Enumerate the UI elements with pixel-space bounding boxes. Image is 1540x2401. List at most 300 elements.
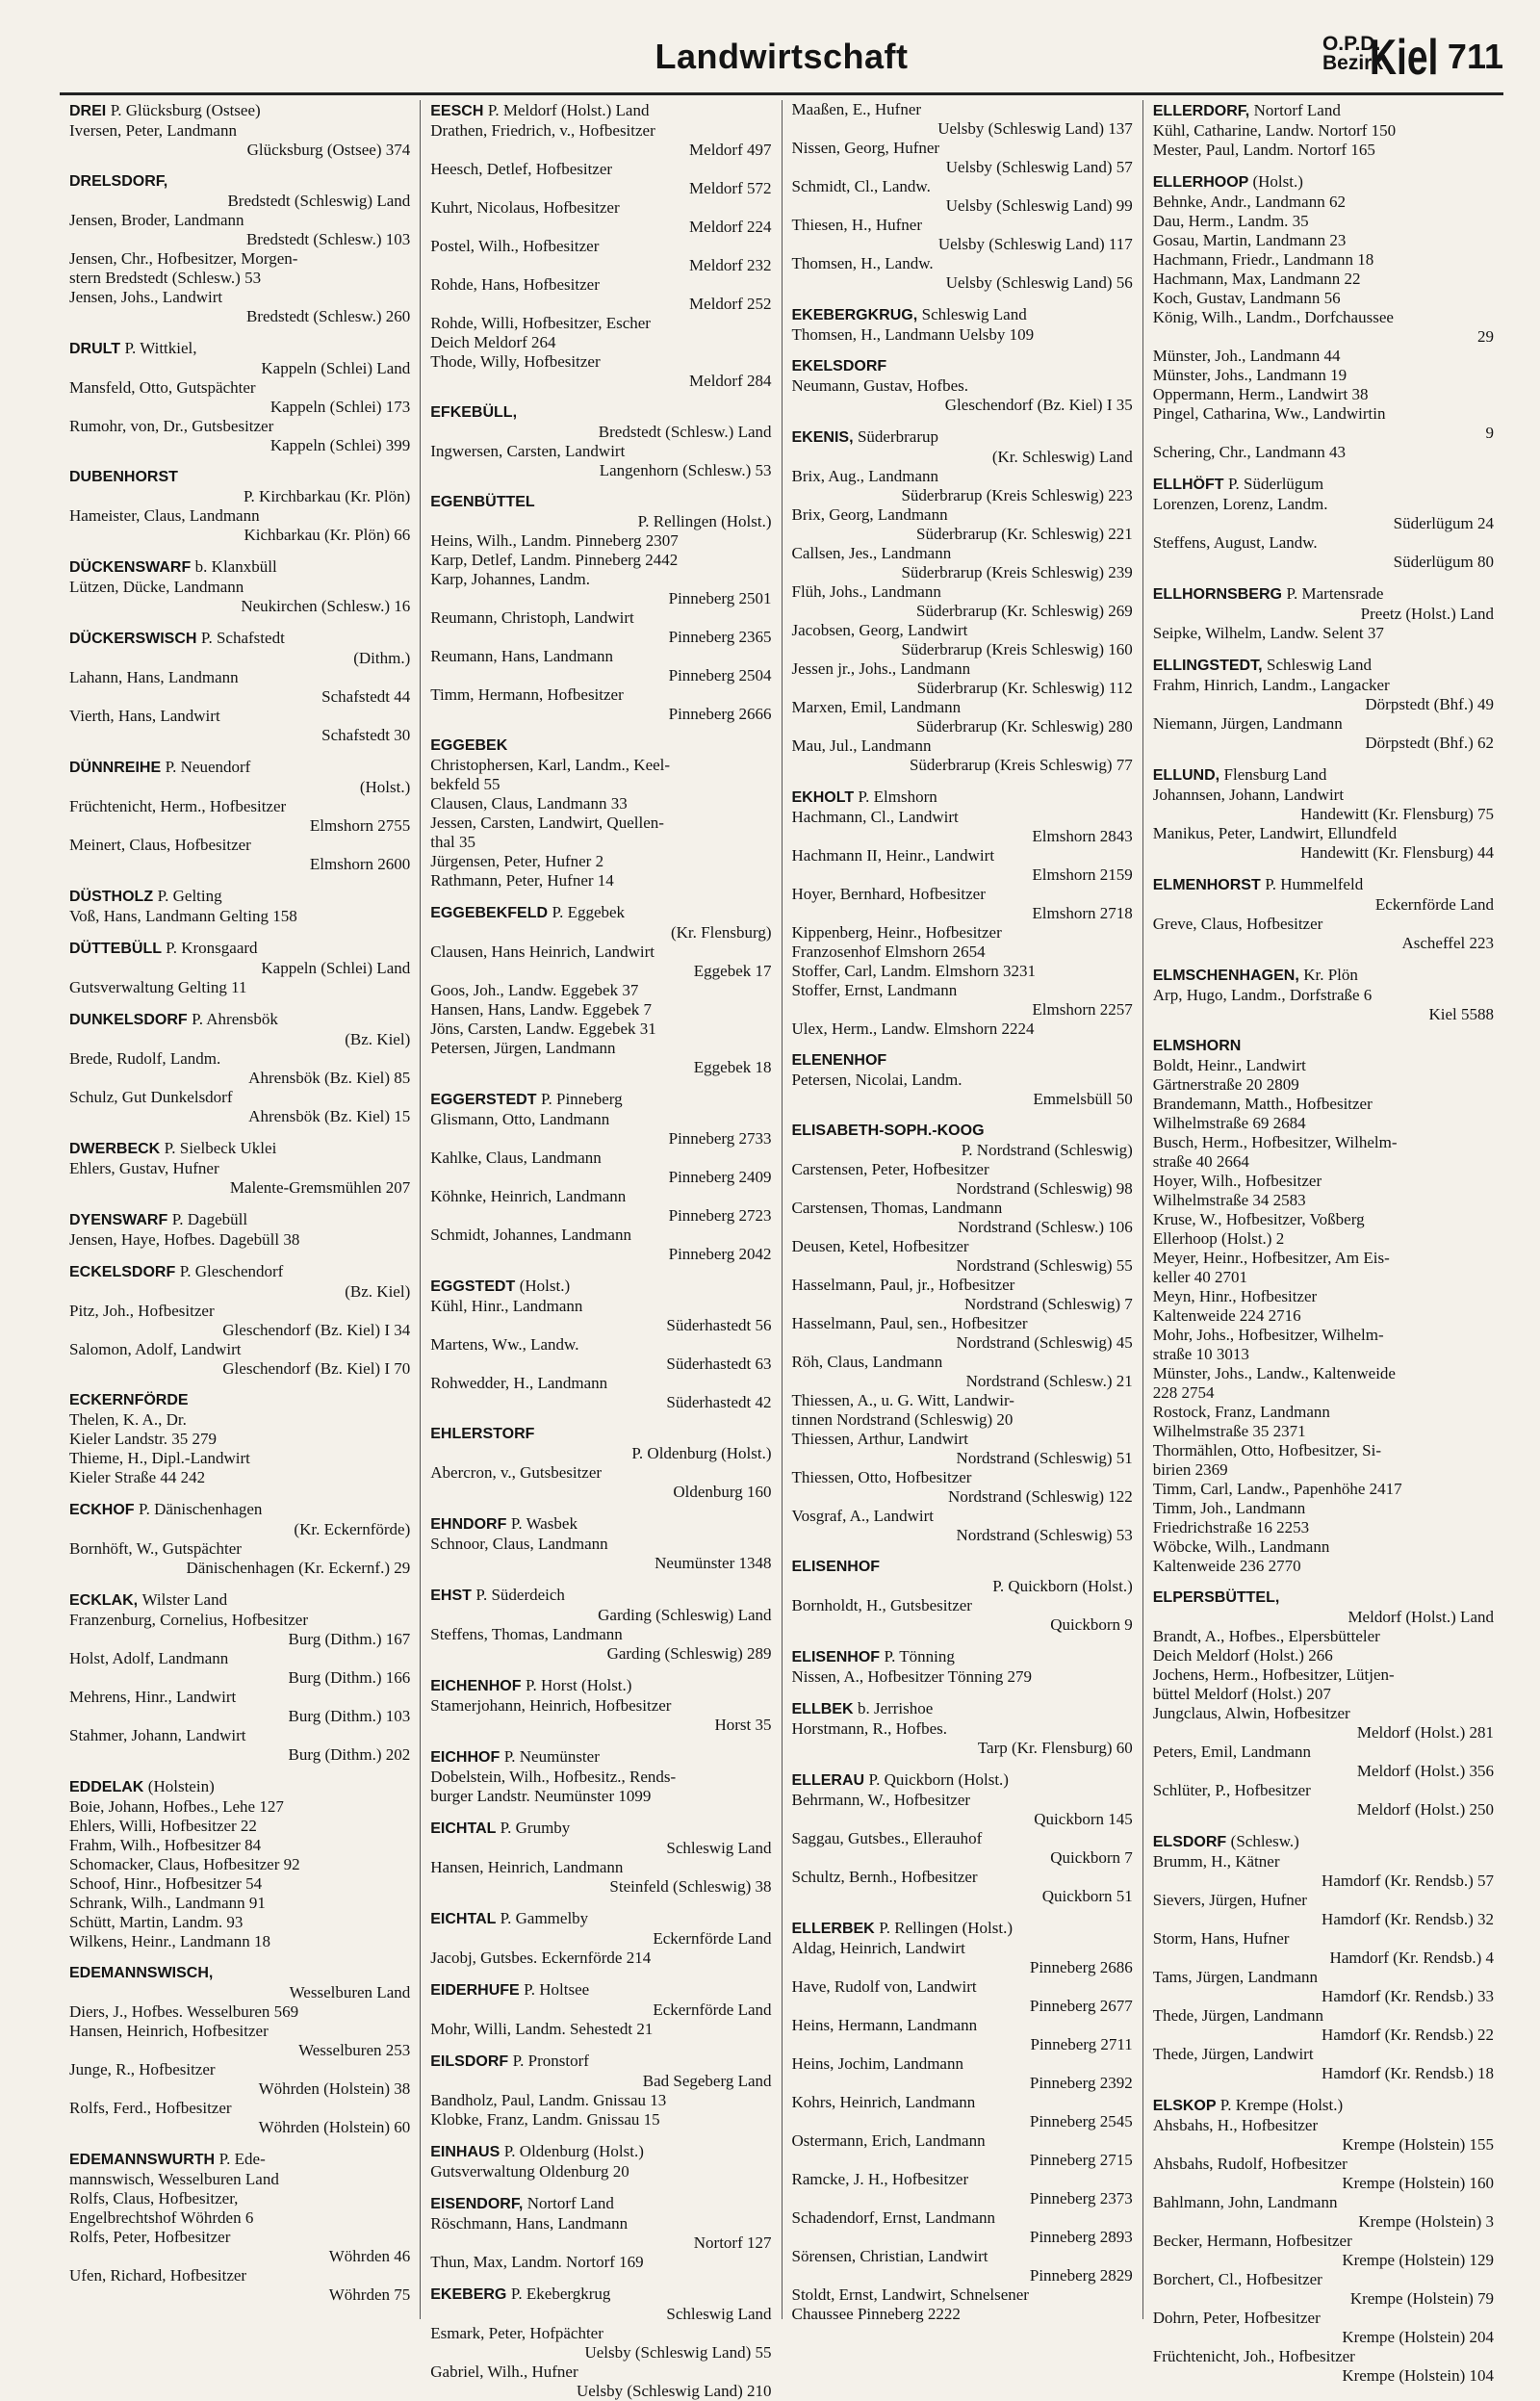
entry-line: Gleschendorf (Bz. Kiel) I 34 [222, 1321, 411, 1339]
entry-line: Süderbrarup (Kreis Schleswig) 223 [901, 486, 1133, 504]
entry-heading [69, 886, 410, 907]
entry-line: Preetz (Holst.) Land [1360, 605, 1494, 623]
entry-line: Pinneberg 2715 [1029, 2151, 1133, 2169]
locality-detail: P. Kronsgaard [166, 939, 258, 957]
locality-detail: P. Ede- [218, 2150, 266, 2168]
entry-line: Mohr, Willi, Landm. Sehestedt 21 [430, 2020, 654, 2038]
entry-line: Hachmann, Friedr., Landmann 18 [1152, 250, 1374, 269]
directory-entry [1153, 1036, 1494, 1576]
locality-name: ELLERDORF, [1152, 103, 1250, 119]
entry-line: Niemann, Jürgen, Landmann [1152, 714, 1343, 733]
entry-heading [430, 1424, 771, 1444]
entry-line: P. Kirchbarkau (Kr. Plön) [243, 487, 411, 505]
entry-line: Manikus, Peter, Landwirt, Ellundfeld [1152, 824, 1398, 842]
entry-line: Pinneberg 2365 [668, 628, 772, 646]
entry-line: mannswisch, Wesselburen Land [69, 2170, 279, 2188]
directory-entry [792, 426, 1133, 775]
entry-line: Dobelstein, Wilh., Hofbesitz., Rends- [430, 1768, 677, 1786]
entry-heading [1153, 583, 1494, 605]
locality-detail: (Schlesw.) [1230, 1832, 1299, 1850]
column-1 [60, 100, 421, 2319]
entry-line: Clausen, Hans Heinrich, Landwirt [430, 942, 654, 961]
header-rule [60, 92, 1503, 95]
entry-heading [792, 1121, 1133, 1141]
city-label: Kiel [1369, 30, 1438, 86]
column-4 [1143, 100, 1503, 2385]
entry-line: Elmshorn 2843 [1032, 827, 1133, 845]
entry-heading [1153, 874, 1494, 895]
entry-line: Jessen jr., Johs., Landmann [791, 659, 971, 678]
entry-line: Schlüter, P., Hofbesitzer [1152, 1781, 1311, 1799]
entry-line: Rolfs, Claus, Hofbesitzer, [69, 2189, 239, 2207]
entry-line: Dänischenhagen (Kr. Eckernf.) 29 [186, 1559, 411, 1577]
directory-entry [69, 1138, 410, 1198]
locality-detail: Schleswig Land [921, 305, 1027, 323]
entry-line: Steffens, August, Landw. [1152, 533, 1318, 552]
entry-line: Meldorf (Holst.) 250 [1356, 1800, 1494, 1819]
locality-detail: P. Pronstorf [512, 2052, 589, 2070]
entry-line: Steffens, Thomas, Landmann [430, 1625, 623, 1643]
entry-line: Timm, Hermann, Hofbesitzer [430, 685, 624, 704]
locality-name: DÜTTEBÜLL [69, 941, 162, 957]
entry-line: Langenhorn (Schlesw.) 53 [599, 461, 772, 479]
entry-line: Elmshorn 2755 [309, 816, 411, 835]
entry-line: Rathmann, Peter, Hufner 14 [430, 871, 614, 890]
entry-line: Thiessen, Arthur, Landwirt [791, 1430, 968, 1448]
entry-line: Pinneberg 2042 [668, 1245, 772, 1263]
entry-heading [69, 628, 410, 649]
entry-line: Thiesen, H., Hufner [791, 216, 922, 234]
locality-name: EKENIS, [791, 429, 854, 446]
locality-name: ELLUND, [1152, 767, 1220, 784]
entry-line: Wöbcke, Wilh., Landmann [1152, 1537, 1330, 1556]
entry-line: Neukirchen (Schlesw.) 16 [241, 597, 411, 615]
entry-line: Meldorf 224 [689, 218, 772, 236]
directory-entry [792, 1050, 1133, 1109]
entry-line: Eckernförde Land [653, 2001, 772, 2019]
entry-line: Bredstedt (Schlesw.) 103 [245, 230, 411, 248]
entry-line: Borchert, Cl., Hofbesitzer [1152, 2270, 1322, 2288]
entry-line: Jöns, Carsten, Landw. Eggebek 31 [430, 1020, 656, 1038]
entry-line: Hoyer, Wilh., Hofbesitzer [1152, 1172, 1322, 1190]
entry-line: Süderlügum 80 [1393, 553, 1494, 571]
locality-name: DWERBECK [69, 1141, 161, 1157]
directory-entry [430, 1979, 771, 2039]
entry-line: Elmshorn 2257 [1032, 1000, 1133, 1019]
entry-heading [792, 356, 1133, 376]
entry-line: Hamdorf (Kr. Rendsb.) 4 [1329, 1949, 1494, 1967]
entry-line: P. Oldenburg (Holst.) [631, 1444, 772, 1462]
locality-detail: Schleswig Land [1266, 656, 1373, 674]
entry-line: Ulex, Herm., Landw. Elmshorn 2224 [791, 1020, 1035, 1038]
locality-detail: P. Gammelby [500, 1909, 589, 1927]
entry-line: Meldorf 252 [689, 295, 772, 313]
entry-heading [430, 1089, 771, 1110]
entry-heading [69, 467, 410, 487]
locality-name: EIDERHUFE [430, 1982, 520, 1999]
locality-name: ELPERSBÜTTEL, [1152, 1589, 1280, 1606]
directory-entry [69, 1261, 410, 1379]
entry-line: P. Quickborn (Holst.) [992, 1577, 1133, 1595]
directory-entry [430, 1513, 771, 1573]
locality-name: ELSKOP [1152, 2098, 1217, 2114]
entry-heading [792, 1050, 1133, 1071]
entry-line: Peters, Emil, Landmann [1152, 1743, 1312, 1761]
entry-line: Hachmann, Max, Landmann 22 [1152, 270, 1361, 288]
entry-line: Brandemann, Matth., Hofbesitzer [1152, 1095, 1373, 1113]
directory-entry [1153, 1588, 1494, 1820]
directory-entry [69, 467, 410, 545]
entry-line: Pinneberg 2666 [668, 705, 772, 723]
entry-line: (Kr. Eckernförde) [294, 1520, 411, 1538]
locality-name: ELLINGSTEDT, [1152, 658, 1263, 674]
entry-line: Meldorf 284 [689, 372, 772, 390]
entry-line: Karp, Detlef, Landm. Pinneberg 2442 [430, 551, 679, 569]
entry-line: Ufen, Richard, Hofbesitzer [69, 2266, 247, 2285]
entry-line: Wesselburen Land [289, 1983, 411, 2001]
entry-line: Uelsby (Schleswig Land) 56 [945, 273, 1133, 292]
entry-line: Lorenzen, Lorenz, Landm. [1152, 495, 1328, 513]
directory-entry [69, 338, 410, 455]
locality-name: DRULT [69, 341, 121, 357]
entry-line: Süderbrarup (Kreis Schleswig) 77 [909, 756, 1133, 774]
entry-line: Bornhöft, W., Gutspächter [69, 1539, 242, 1558]
entry-line: Ahsbahs, H., Hofbesitzer [1152, 2116, 1319, 2134]
locality-detail: P. Horst (Holst.) [525, 1676, 632, 1694]
entry-line: Jensen, Haye, Hofbes. Dagebüll 38 [69, 1230, 300, 1249]
entry-line: thal 35 [430, 833, 475, 851]
entry-line: Thomsen, H., Landw. [791, 254, 934, 272]
entry-line: Deich Meldorf (Holst.) 266 [1152, 1646, 1333, 1665]
entry-line: 9 [1485, 424, 1494, 442]
entry-line: Münster, Johs., Landmann 19 [1152, 366, 1348, 384]
locality-detail: P. Wasbek [510, 1514, 578, 1533]
entry-line: Frahm, Wilh., Hofbesitzer 84 [69, 1836, 262, 1854]
entry-line: Hansen, Heinrich, Hofbesitzer [69, 2022, 269, 2040]
entry-line: Schomacker, Claus, Hofbesitzer 92 [69, 1855, 300, 1873]
directory-entry [792, 787, 1133, 1039]
entry-line: Röh, Claus, Landmann [791, 1353, 943, 1371]
entry-line: Martens, Ww., Landw. [430, 1335, 579, 1354]
locality-detail: P. Wittkiel, [124, 339, 197, 357]
locality-detail: P. Quickborn (Holst.) [868, 1770, 1009, 1789]
entry-line: Rohwedder, H., Landmann [430, 1374, 608, 1392]
entry-line: Elmshorn 2600 [309, 855, 411, 873]
entry-line: Wesselburen 253 [298, 2041, 411, 2059]
directory-entry [69, 1209, 410, 1250]
entry-line: Ahrensbök (Bz. Kiel) 85 [248, 1069, 411, 1087]
locality-detail: P. Süderdeich [475, 1586, 565, 1604]
entry-line: Süderlügum 24 [1393, 514, 1494, 532]
entry-line: Rumohr, von, Dr., Gutsbesitzer [69, 417, 274, 435]
entry-line: Hamdorf (Kr. Rendsb.) 32 [1322, 1910, 1494, 1928]
locality-name: DÜCKERSWISCH [69, 631, 197, 647]
locality-name: EFKEBÜLL, [430, 404, 518, 421]
entry-line: Nordstrand (Schlesw.) 21 [965, 1372, 1133, 1390]
locality-name: EICHTAL [430, 1820, 497, 1837]
locality-detail: P. Grumby [500, 1819, 571, 1837]
entry-line: Garding (Schleswig) 289 [606, 1644, 772, 1663]
locality-name: EICHTAL [430, 1911, 497, 1927]
entry-line: Uelsby (Schleswig Land) 137 [937, 119, 1133, 138]
directory-entry [430, 1908, 771, 1968]
entry-line: Lahann, Hans, Landmann [69, 668, 239, 686]
entry-line: Kühl, Catharine, Landw. Nortorf 150 [1152, 121, 1397, 140]
entry-line: Salomon, Adolf, Landwirt [69, 1340, 242, 1358]
directory-entry [792, 100, 1133, 293]
entry-line: Saggau, Gutsbes., Ellerauhof [791, 1829, 983, 1847]
entry-line: Thede, Jürgen, Landmann [1152, 2006, 1323, 2025]
entry-line: Schafstedt 30 [321, 726, 411, 744]
directory-entry [792, 1769, 1133, 1906]
entry-line: Jürgensen, Peter, Hufner 2 [430, 852, 604, 870]
entry-line: Meldorf (Holst.) 356 [1356, 1762, 1494, 1780]
entry-line: Süderbrarup (Kreis Schleswig) 160 [901, 640, 1133, 658]
entry-line: Krempe (Holstein) 129 [1342, 2251, 1494, 2269]
entry-line: Uelsby (Schleswig Land) 55 [584, 2343, 772, 2362]
entry-line: Süderbrarup (Kr. Schleswig) 221 [916, 525, 1133, 543]
entry-line: Emmelsbüll 50 [1033, 1090, 1133, 1108]
directory-entry [430, 2193, 771, 2272]
locality-name: EDDELAK [69, 1779, 144, 1795]
entry-line: Burg (Dithm.) 166 [288, 1668, 411, 1687]
entry-line: Pinneberg 2501 [668, 589, 772, 607]
locality-detail: P. Neumünster [503, 1747, 600, 1766]
directory-entry [430, 402, 771, 480]
locality-name: EKEBERG [430, 2286, 507, 2303]
locality-detail: P. Meldorf (Holst.) Land [487, 101, 650, 119]
directory-entry [1153, 583, 1494, 643]
entry-line: Jacobsen, Georg, Landwirt [791, 621, 968, 639]
entry-heading [69, 1499, 410, 1520]
entry-line: Thieme, H., Dipl.-Landwirt [69, 1449, 250, 1467]
directory-entry [430, 2284, 771, 2401]
directory-entry [69, 171, 410, 326]
entry-line: Mohr, Johs., Hofbesitzer, Wilhelm- [1152, 1326, 1384, 1344]
entry-line: Esmark, Peter, Hofpächter [430, 2324, 603, 2342]
entry-heading [430, 1818, 771, 1839]
entry-line: Süderhastedt 56 [666, 1316, 772, 1334]
locality-name: ELLBEK [791, 1701, 854, 1717]
entry-line: König, Wilh., Landm., Dorfchaussee [1152, 308, 1394, 326]
entry-heading [1153, 1036, 1494, 1056]
entry-line: Burg (Dithm.) 202 [288, 1745, 411, 1764]
entry-line: Schoof, Hinr., Hofbesitzer 54 [69, 1874, 263, 1893]
locality-name: DYENSWARF [69, 1212, 168, 1228]
locality-name: ELMSCHENHAGEN, [1152, 968, 1299, 984]
entry-line: Mansfeld, Otto, Gutspächter [69, 378, 256, 397]
entry-line: Uelsby (Schleswig Land) 99 [945, 196, 1133, 215]
directory-entry [69, 628, 410, 745]
entry-line: Kiel 5588 [1428, 1005, 1494, 1023]
entry-line: Ascheffel 223 [1401, 934, 1494, 952]
locality-name: EESCH [430, 103, 484, 119]
entry-line: Franzosenhof Elmshorn 2654 [791, 942, 986, 961]
entry-line: Steinfeld (Schleswig) 38 [609, 1877, 772, 1896]
entry-line: Meinert, Claus, Hofbesitzer [69, 836, 251, 854]
entry-line: Quickborn 9 [1050, 1615, 1133, 1634]
entry-line: Glismann, Otto, Landmann [430, 1110, 610, 1128]
locality-name: ELLHÖFT [1152, 477, 1224, 493]
directory-entry [69, 2149, 410, 2305]
entry-line: Thomsen, H., Landmann Uelsby 109 [791, 325, 1035, 344]
entry-line: Carstensen, Peter, Hofbesitzer [791, 1160, 989, 1178]
entry-line: Münster, Johs., Landw., Kaltenweide [1152, 1364, 1396, 1382]
column-2 [421, 100, 782, 2400]
entry-line: Hameister, Claus, Landmann [69, 506, 260, 525]
locality-detail: P. Dänischenhagen [139, 1500, 263, 1518]
locality-name: ELLERBEK [791, 1921, 875, 1937]
entry-line: (Bz. Kiel) [345, 1282, 411, 1301]
entry-heading [1153, 655, 1494, 676]
entry-line: Kichbarkau (Kr. Plön) 66 [244, 526, 411, 544]
entry-heading [430, 1675, 771, 1696]
entry-line: Storm, Hans, Hufner [1152, 1929, 1290, 1948]
entry-heading [1153, 965, 1494, 986]
directory-entry [792, 1557, 1133, 1635]
entry-line: stern Bredstedt (Schlesw.) 53 [69, 269, 262, 287]
entry-line: Vierth, Hans, Landwirt [69, 707, 220, 725]
locality-name: ELMENHORST [1152, 877, 1261, 893]
entry-line: Dörpstedt (Bhf.) 49 [1365, 695, 1494, 713]
directory-entry [792, 304, 1133, 345]
entry-line: Drathen, Friedrich, v., Hofbesitzer [430, 121, 655, 140]
entry-heading [1153, 100, 1494, 121]
directory-entry [430, 492, 771, 724]
entry-line: straße 40 2664 [1152, 1152, 1249, 1171]
entry-heading [430, 736, 771, 756]
entry-line: Kühl, Hinr., Landmann [430, 1297, 583, 1315]
entry-line: Handewitt (Kr. Flensburg) 44 [1300, 843, 1494, 862]
entry-line: Eckernförde Land [653, 1929, 772, 1948]
entry-line: Pinneberg 2711 [1030, 2035, 1133, 2053]
locality-name: EHST [430, 1588, 472, 1604]
district-line-2: Bezirk [1322, 52, 1383, 74]
directory-entry [69, 886, 410, 926]
entry-line: Thiessen, A., u. G. Witt, Landwir- [791, 1391, 1014, 1409]
entry-line: Schmidt, Cl., Landw. [791, 177, 931, 195]
locality-name: DRELSDORF, [69, 173, 168, 190]
entry-heading [792, 1698, 1133, 1719]
directory-entry [69, 1963, 410, 2137]
entry-line: Krempe (Holstein) 79 [1349, 2289, 1494, 2308]
entry-heading [69, 1138, 410, 1159]
entry-heading [69, 1776, 410, 1797]
entry-line: Jacobj, Gutsbes. Eckernförde 214 [430, 1949, 652, 1967]
entry-line: Früchtenicht, Herm., Hofbesitzer [69, 797, 287, 815]
entry-line: Pinneberg 2733 [668, 1129, 772, 1148]
entry-line: P. Nordstrand (Schleswig) [961, 1141, 1133, 1159]
entry-line: Eggebek 17 [693, 962, 772, 980]
entry-line: Dörpstedt (Bhf.) 62 [1365, 734, 1494, 752]
entry-line: Bredstedt (Schlesw.) Land [598, 423, 772, 441]
entry-heading [69, 938, 410, 959]
entry-heading [430, 1979, 771, 2001]
entry-line: Krempe (Holstein) 3 [1358, 2212, 1494, 2231]
entry-line: Maaßen, E., Hufner [791, 100, 922, 118]
entry-heading [69, 1009, 410, 1030]
locality-name: ELLERAU [791, 1772, 865, 1789]
locality-name: ELISENHOF [791, 1649, 881, 1665]
locality-name: ELISENHOF [791, 1559, 881, 1575]
directory-entry [1153, 171, 1494, 462]
entry-line: Vosgraf, A., Landwirt [791, 1507, 934, 1525]
entry-line: Schnoor, Claus, Landmann [430, 1535, 608, 1553]
entry-line: Nortorf 127 [693, 2233, 772, 2252]
entry-line: Pitz, Joh., Hofbesitzer [69, 1302, 215, 1320]
entry-line: Ellerhoop (Holst.) 2 [1152, 1229, 1285, 1248]
directory-entry [1153, 764, 1494, 863]
entry-line: Chaussee Pinneberg 2222 [791, 2305, 961, 2323]
locality-name: ECKELSDORF [69, 1264, 176, 1280]
section-title: Landwirtschaft [654, 37, 909, 76]
entry-line: Brede, Rudolf, Landm. [69, 1049, 221, 1068]
entry-line: Oppermann, Herm., Landwirt 38 [1152, 385, 1369, 403]
entry-line: Kappeln (Schlei) Land [261, 359, 411, 377]
locality-name: EICHHOF [430, 1749, 500, 1766]
entry-line: Pinneberg 2686 [1029, 1958, 1133, 1976]
entry-line: Schultz, Bernh., Hofbesitzer [791, 1868, 978, 1886]
entry-line: Quickborn 145 [1034, 1810, 1133, 1828]
entry-line: Bornholdt, H., Gutsbesitzer [791, 1596, 972, 1614]
entry-line: Jungclaus, Alwin, Hofbesitzer [1152, 1704, 1350, 1722]
entry-line: Horst 35 [714, 1716, 772, 1734]
entry-heading [69, 1589, 410, 1611]
directory-entry [792, 1918, 1133, 2324]
entry-line: Meyer, Heinr., Hofbesitzer, Am Eis- [1152, 1249, 1390, 1267]
entry-line: Behrmann, W., Hofbesitzer [791, 1791, 971, 1809]
entry-heading [1153, 764, 1494, 786]
locality-detail: P. Pinneberg [540, 1090, 623, 1108]
entry-heading [69, 1209, 410, 1230]
entry-line: Rohde, Willi, Hofbesitzer, Escher [430, 314, 651, 332]
entry-line: Christophersen, Karl, Landm., Keel- [430, 756, 671, 774]
entry-line: Hasselmann, Paul, jr., Hofbesitzer [791, 1276, 1015, 1294]
directory-entry [1153, 100, 1494, 160]
entry-line: Mau, Jul., Landmann [791, 736, 932, 755]
locality-name: EDEMANNSWISCH, [69, 1965, 214, 1981]
entry-heading [430, 1746, 771, 1768]
locality-name: EGGEBEK [430, 737, 508, 754]
column-3 [783, 100, 1143, 2323]
entry-line: Jochens, Herm., Hofbesitzer, Lütjen- [1152, 1665, 1395, 1684]
district-line-1: O.P.D. [1322, 33, 1381, 55]
entry-line: Timm, Joh., Landmann [1152, 1499, 1306, 1517]
entry-line: Koch, Gustav, Landmann 56 [1152, 289, 1341, 307]
entry-line: Süderhastedt 63 [666, 1355, 772, 1373]
entry-heading [69, 100, 410, 121]
entry-line: Pinneberg 2409 [668, 1168, 772, 1186]
entry-heading [430, 1908, 771, 1929]
entry-line: Tams, Jürgen, Landmann [1152, 1968, 1319, 1986]
entry-line: Kuhrt, Nicolaus, Hofbesitzer [430, 198, 620, 217]
locality-detail: P. Holtsee [524, 1980, 590, 1999]
entry-line: Heins, Wilh., Landm. Pinneberg 2307 [430, 531, 679, 550]
entry-line: Ostermann, Erich, Landmann [791, 2131, 986, 2150]
entry-line: Heesch, Detlef, Hofbesitzer [430, 160, 613, 178]
entry-line: Timm, Carl, Landw., Papenhöhe 2417 [1152, 1480, 1402, 1498]
entry-line: Lützen, Dücke, Landmann [69, 578, 244, 596]
locality-name: EKHOLT [791, 789, 855, 806]
locality-name: EHLERSTORF [430, 1426, 535, 1442]
locality-detail: P. Sielbeck Uklei [164, 1139, 277, 1157]
entry-line: Nordstrand (Schleswig) 98 [956, 1179, 1133, 1198]
entry-line: Marxen, Emil, Landmann [791, 698, 962, 716]
entry-line: Schleswig Land [666, 2305, 772, 2323]
entry-line: Pinneberg 2504 [668, 666, 772, 684]
locality-detail: P. Gelting [157, 887, 222, 905]
entry-line: Nordstrand (Schleswig) 55 [956, 1256, 1133, 1275]
